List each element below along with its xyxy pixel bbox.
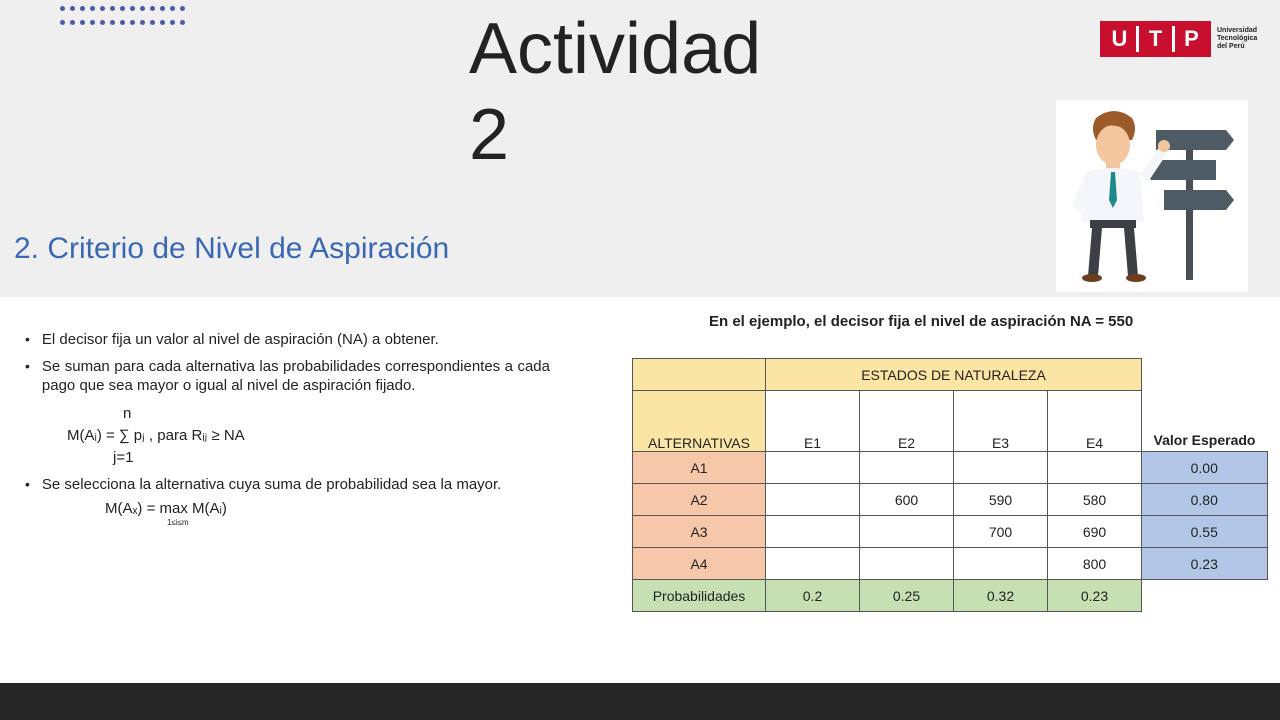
list-item <box>25 330 550 349</box>
list-item <box>25 357 550 395</box>
table-row <box>633 452 1268 484</box>
payoff-cell <box>954 548 1048 580</box>
probability-cell: 0.23 <box>1048 580 1142 612</box>
alternative-label: A2 <box>633 484 766 516</box>
logo-text: Tecnológica <box>1217 35 1258 42</box>
criteria-bullet-list <box>25 330 550 527</box>
formula-subscript: 1≤i≤m <box>167 518 189 527</box>
bullet-icon: • <box>25 476 30 492</box>
expected-value-cell: 0.23 <box>1142 548 1268 580</box>
payoff-cell: 600 <box>860 484 954 516</box>
formula-max <box>105 500 550 527</box>
formula-expression: M(Aᵢ) = ∑ pⱼ , para Rᵢⱼ ≥ NA <box>67 427 245 444</box>
page-title: Actividad 2 <box>469 9 762 175</box>
state-header: E4 <box>1048 391 1142 452</box>
empty-cell <box>1142 580 1268 612</box>
payoff-cell: 700 <box>954 516 1048 548</box>
payoff-cell <box>766 484 860 516</box>
table-row <box>633 484 1268 516</box>
expected-value-header: Valor Esperado <box>1153 432 1256 448</box>
expected-value-cell: 0.55 <box>1142 516 1268 548</box>
bullet-text: El decisor fija un valor al nivel de aspiración (NA) a obtener. <box>41 331 439 348</box>
payoff-cell <box>860 452 954 484</box>
logo-text: Universidad <box>1217 27 1258 34</box>
states-header: ESTADOS DE NATURALEZA <box>766 359 1142 391</box>
formula-lower-limit: j=1 <box>113 449 134 466</box>
probability-cell: 0.2 <box>766 580 860 612</box>
table-row <box>633 516 1268 548</box>
table-row <box>633 580 1268 612</box>
formula-upper-limit: n <box>123 405 132 422</box>
payoff-cell <box>766 516 860 548</box>
expected-value-cell: 0.80 <box>1142 484 1268 516</box>
payoff-cell <box>954 452 1048 484</box>
alternative-label: A1 <box>633 452 766 484</box>
logo-letter: T <box>1136 26 1172 52</box>
state-header: E2 <box>860 391 954 452</box>
alternative-label: A4 <box>633 548 766 580</box>
payoff-cell: 800 <box>1048 548 1142 580</box>
payoff-cell <box>1048 452 1142 484</box>
state-header: E1 <box>766 391 860 452</box>
list-item <box>25 475 550 494</box>
expected-value-cell: 0.00 <box>1142 452 1268 484</box>
bullet-text: Se selecciona la alternativa cuya suma de probabilidad sea la mayor. <box>41 476 502 493</box>
section-subtitle: 2. Criterio de Nivel de Aspiración <box>14 232 450 265</box>
decorative-dots <box>60 6 185 34</box>
payoff-cell: 690 <box>1048 516 1142 548</box>
table-corner-cell <box>633 359 766 391</box>
example-caption: En el ejemplo, el decisor fija el nivel de aspiración NA = 550 <box>709 313 1134 330</box>
bullet-icon: • <box>25 358 30 374</box>
probability-cell: 0.32 <box>954 580 1048 612</box>
payoff-cell <box>766 548 860 580</box>
bullet-icon: • <box>25 331 30 347</box>
logo-letter: U <box>1111 26 1128 51</box>
alternative-label: A3 <box>633 516 766 548</box>
table-row <box>633 548 1268 580</box>
state-header: E3 <box>954 391 1048 452</box>
alternatives-header: ALTERNATIVAS <box>633 391 766 452</box>
payoff-cell <box>766 452 860 484</box>
probabilities-label: Probabilidades <box>633 580 766 612</box>
bullet-text: Se suman para cada alternativa las probabilidades correspondientes a cada pago que sea mayor o igual al nivel de aspiración fijado. <box>41 358 550 394</box>
formula-expression: M(Aₓ) = max M(Aᵢ) <box>105 500 227 517</box>
logo-text: del Perú <box>1217 43 1245 50</box>
businessman-signpost-icon <box>1056 100 1248 292</box>
payoff-cell <box>860 548 954 580</box>
decision-table <box>632 358 1268 612</box>
formula-sum <box>67 403 550 469</box>
payoff-cell: 590 <box>954 484 1048 516</box>
payoff-cell: 580 <box>1048 484 1142 516</box>
logo-letter: P <box>1172 26 1208 52</box>
probability-cell: 0.25 <box>860 580 954 612</box>
payoff-cell <box>860 516 954 548</box>
utp-logo <box>1100 21 1269 57</box>
footer-bar <box>0 683 1280 720</box>
